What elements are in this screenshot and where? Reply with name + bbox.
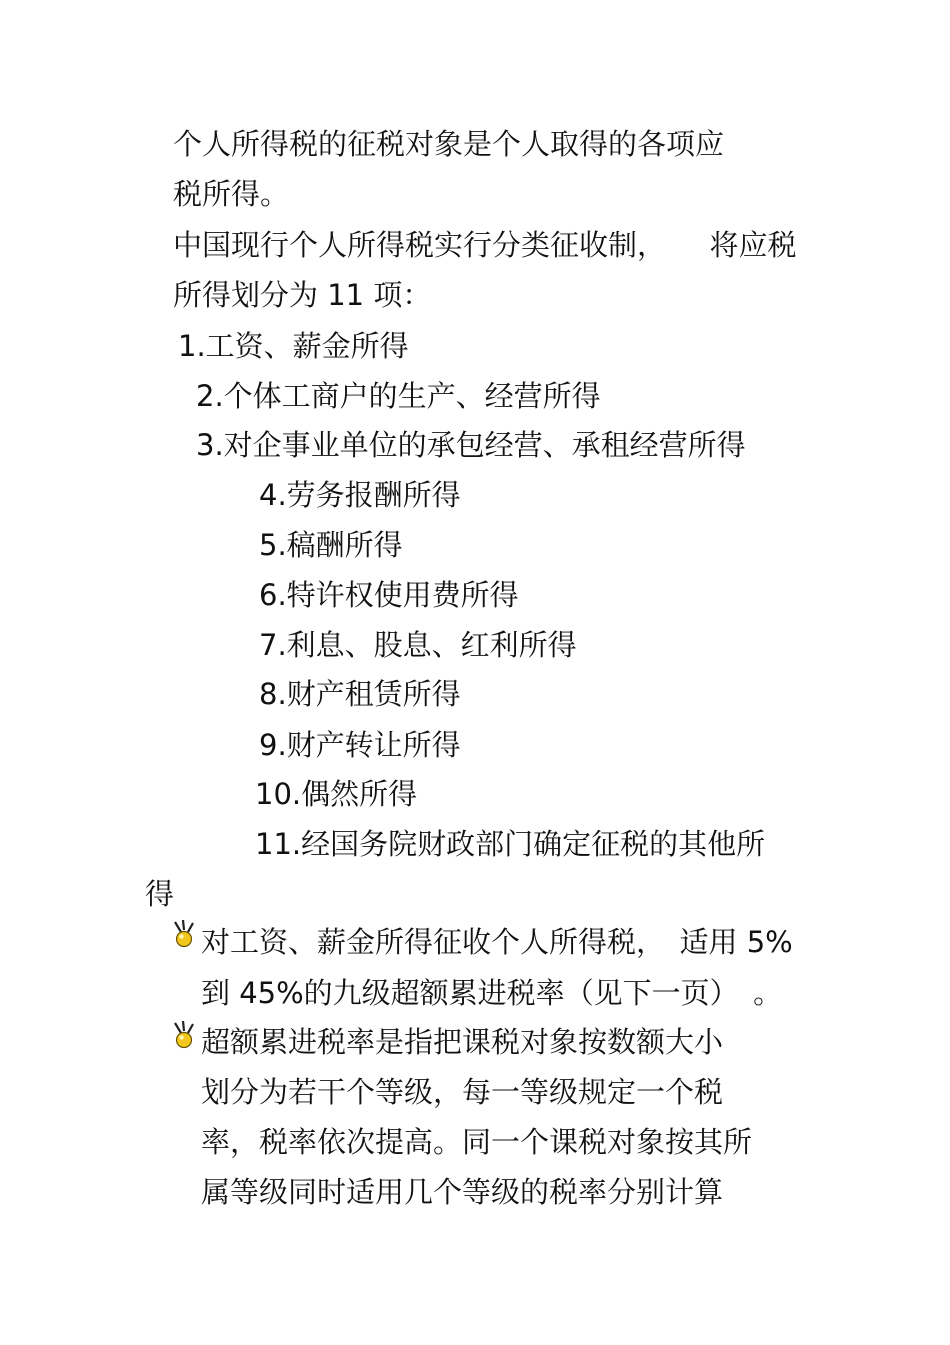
intro-line-1: 个人所得税的征税对象是个人取得的各项应 [173, 127, 725, 161]
bullet-2-line-4: 属等级同时适用几个等级的税率分别计算 [201, 1175, 724, 1209]
bullet-2-line-2: 划分为若干个等级，每一等级规定一个税 [201, 1075, 724, 1109]
classification-line-2: 所得划分为 11 项： [173, 278, 432, 312]
income-item-5: 5.稿酬所得 [259, 528, 403, 562]
income-item-2: 2.个体工商户的生产、经营所得 [196, 379, 601, 413]
lightbulb-bullet-icon [171, 920, 197, 950]
lightbulb-bullet-icon [171, 1021, 197, 1051]
bullet-1-line-2: 到 45%的九级超额累进税率（见下一页） 。 [201, 976, 783, 1010]
bullet-2-line-3: 率，税率依次提高。同一个课税对象按其所 [201, 1125, 753, 1159]
bullet-2-line-1: 超额累进税率是指把课税对象按数额大小 [201, 1025, 724, 1059]
income-item-11: 11.经国务院财政部门确定征税的其他所 [255, 827, 766, 861]
income-item-4: 4.劳务报酬所得 [259, 478, 461, 512]
classification-line-1: 中国现行个人所得税实行分类征收制， 将应税 [173, 228, 797, 262]
income-item-11-wrap: 得 [145, 877, 175, 911]
income-item-9: 9.财产转让所得 [259, 728, 461, 762]
income-item-3: 3.对企事业单位的承包经营、承租经营所得 [196, 428, 746, 462]
income-item-7: 7.利息、股息、红利所得 [259, 628, 577, 662]
income-item-8: 8.财产租赁所得 [259, 677, 461, 711]
income-item-1: 1.工资、薪金所得 [178, 329, 409, 363]
intro-line-2: 税所得。 [173, 177, 290, 211]
bullet-1-line-1: 对工资、薪金所得征收个人所得税， 适用 5% [201, 925, 793, 959]
income-item-10: 10.偶然所得 [255, 777, 418, 811]
income-item-6: 6.特许权使用费所得 [259, 578, 519, 612]
